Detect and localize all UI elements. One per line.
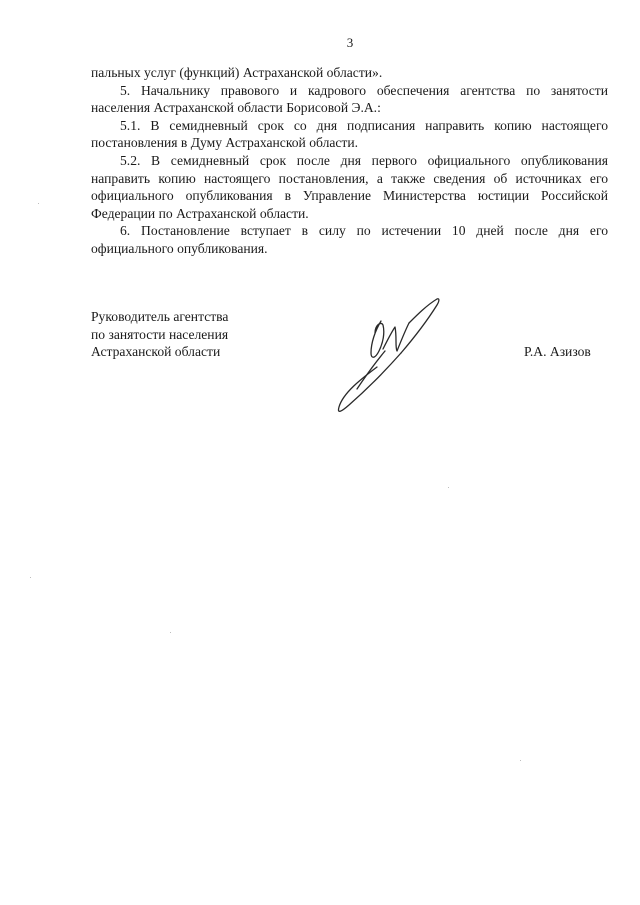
signatory-title-line: по занятости населения	[91, 326, 229, 342]
scan-speck	[38, 203, 39, 204]
signatory-title-line: Астраханской области	[91, 344, 221, 360]
page-number: 3	[346, 35, 354, 50]
scan-speck	[448, 487, 449, 488]
handwritten-signature-icon	[325, 293, 455, 421]
signatory-name: Р.А. Азизов	[524, 344, 591, 359]
scan-speck	[30, 577, 31, 578]
document-body	[91, 64, 608, 258]
paragraph-item-6: 6. Постановление вступает в силу по истечении 10 дней после дня его официального опубликования.	[91, 223, 608, 256]
paragraph-item-5-2: 5.2. В семидневный срок после дня первого официального опубликования направить копию настоящего постановления, а также сведения об источниках его официального опубликования в Управление Министерства юстиции Российской Федерации по Астраханской области.	[91, 152, 608, 221]
paragraph-item-5-1: 5.1. В семидневный срок со дня подписания направить копию настоящего постановления в Думу Астраханской области.	[91, 117, 608, 151]
paragraph-continuation: пальных услуг (функций) Астраханской области».	[91, 65, 383, 80]
scan-speck	[170, 632, 171, 633]
scan-speck	[520, 760, 521, 761]
paragraph-item-5: 5. Начальнику правового и кадрового обеспечения агентства по занятости населения Астраханской области Борисовой Э.А.:	[91, 82, 608, 116]
signatory-title-line: Руководитель агентства	[91, 309, 229, 324]
signatory-title	[91, 308, 228, 361]
